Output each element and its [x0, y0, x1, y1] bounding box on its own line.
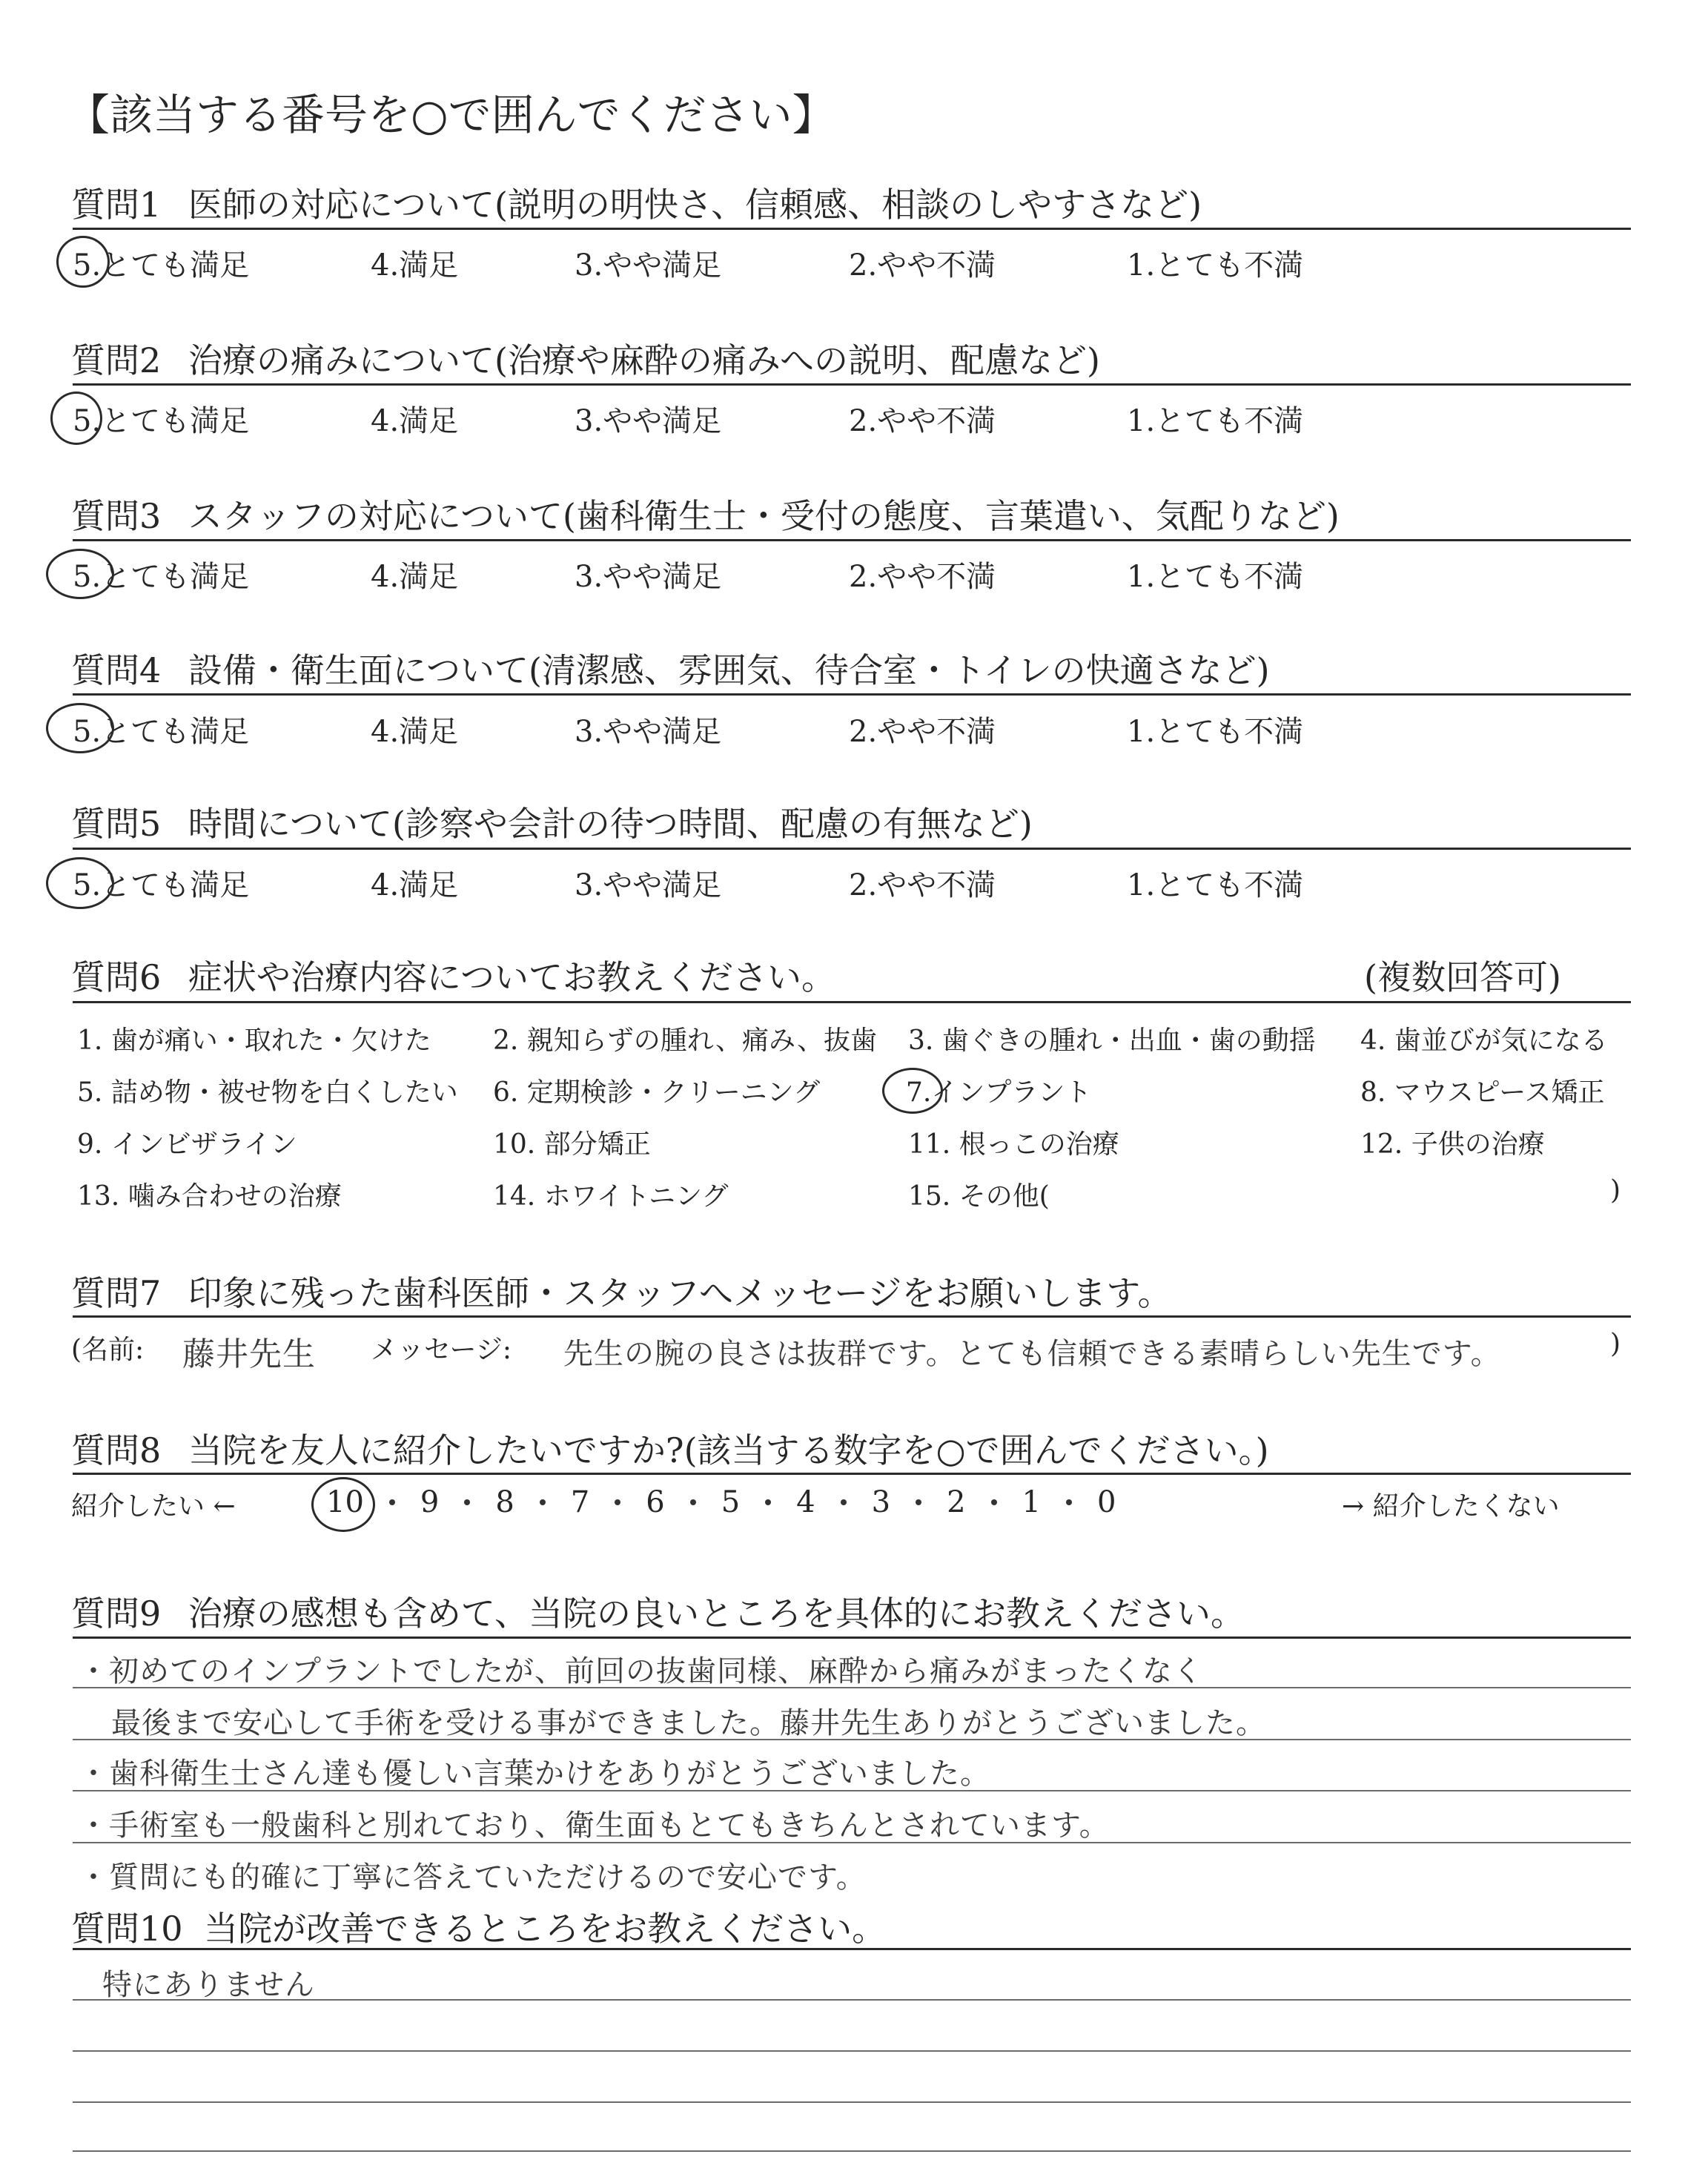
selection-circle [46, 703, 114, 753]
answer-line [73, 2101, 1631, 2103]
separator-dot [389, 1499, 395, 1505]
score-0[interactable]: 0 [1096, 1485, 1116, 1519]
question-label: 質問10 [71, 1909, 183, 1949]
divider [73, 1001, 1631, 1003]
selection-circle [56, 236, 110, 288]
divider [73, 1948, 1631, 1950]
handwritten-answer-line[interactable]: ・質問にも的確に丁寧に答えていただけるので安心です。 [79, 1860, 867, 1895]
q5-option-5[interactable]: 5.とても満足 [73, 868, 250, 902]
separator-dot [690, 1499, 696, 1505]
score-2[interactable]: 2 [947, 1485, 966, 1519]
q3-option-3[interactable]: 3.やや満足 [575, 560, 722, 594]
q5-option-1[interactable]: 1.とても不満 [1127, 868, 1304, 902]
q2-option-4[interactable]: 4.満足 [371, 404, 459, 438]
score-4[interactable]: 4 [796, 1485, 815, 1519]
q6-item-7[interactable]: 7.インプラント [906, 1077, 1092, 1108]
q6-item-14[interactable]: 14. ホワイトニング [493, 1181, 729, 1212]
question-label: 質問4 [71, 650, 162, 690]
q6-item-5[interactable]: 5. 詰め物・被せ物を白くしたい [77, 1077, 458, 1108]
question-text: 時間について(診察や会計の待つ時間、配慮の有無など) [188, 804, 1033, 844]
question-1-title [71, 178, 1202, 227]
q3-option-5[interactable]: 5.とても満足 [73, 560, 250, 594]
question-label: 質問9 [71, 1593, 162, 1634]
selection-circle [50, 392, 102, 445]
separator-dot [464, 1499, 470, 1505]
page-title: 【該当する番号を○で囲んでください】 [67, 90, 835, 140]
q2-option-1[interactable]: 1.とても不満 [1127, 404, 1304, 438]
multiple-answers-note: (複数回答可) [1364, 957, 1561, 997]
q3-option-2[interactable]: 2.やや不満 [849, 560, 996, 594]
handwritten-answer-line[interactable]: 最後まで安心して手術を受ける事ができました。藤井先生ありがとうございました。 [111, 1706, 1266, 1740]
q6-item-13[interactable]: 13. 噛み合わせの治療 [77, 1181, 342, 1212]
question-9-title [71, 1587, 1245, 1636]
handwritten-answer-line[interactable]: ・手術室も一般歯科と別れており、衛生面もとてもきちんとされています。 [79, 1809, 1110, 1843]
question-text: 印象に残った歯科医師・スタッフへメッセージをお願いします。 [188, 1273, 1172, 1313]
separator-dot [991, 1499, 997, 1505]
answer-line [73, 2050, 1631, 2052]
question-text: 当院を友人に紹介したいですか?(該当する数字を○で囲んでください。) [188, 1430, 1269, 1470]
divider [73, 1315, 1631, 1318]
answer-line [73, 2150, 1631, 2152]
q6-item-15[interactable]: 15. その他( [908, 1181, 1050, 1212]
question-label: 質問2 [71, 340, 162, 380]
q5-option-4[interactable]: 4.満足 [371, 868, 459, 902]
selection-circle [46, 857, 114, 909]
question-text: 当院が改善できるところをお教えください。 [204, 1909, 887, 1949]
question-text: 症状や治療内容についてお教えください。 [188, 957, 835, 997]
divider [73, 693, 1631, 696]
question-label: 質問8 [71, 1430, 162, 1470]
question-10-title [71, 1902, 886, 1951]
q3-option-4[interactable]: 4.満足 [371, 560, 459, 594]
name-label: (名前: [71, 1335, 145, 1365]
question-3-title [71, 489, 1340, 538]
selection-circle [882, 1068, 943, 1114]
score-3[interactable]: 3 [871, 1485, 891, 1519]
separator-dot [765, 1499, 771, 1505]
handwritten-answer-line[interactable]: ・初めてのインプラントでしたが、前回の抜歯同様、麻酔から痛みがまったくなく [79, 1654, 1203, 1688]
question-7-title [71, 1266, 1172, 1315]
q1-option-5[interactable]: 5.とても満足 [73, 248, 250, 283]
message-label: メッセージ: [371, 1335, 512, 1365]
question-2-title [71, 334, 1100, 383]
question-8-title [71, 1424, 1269, 1473]
selection-circle [46, 549, 114, 599]
recommend-right-label: → 紹介したくない [1342, 1491, 1560, 1522]
question-text: 設備・衛生面について(清潔感、雰囲気、待合室・トイレの快適さなど) [188, 650, 1270, 690]
recommend-scale [326, 1485, 1116, 1519]
question-6-title [71, 951, 835, 1000]
answer-line [73, 1739, 1631, 1740]
score-5[interactable]: 5 [721, 1485, 741, 1519]
q4-option-4[interactable]: 4.満足 [371, 715, 459, 749]
question-label: 質問1 [71, 185, 162, 225]
handwritten-answer-line[interactable]: ・歯科衛生士さん達も優しい言葉かけをありがとうございました。 [79, 1757, 990, 1791]
question-text: 治療の感想も含めて、当院の良いところを具体的にお教えください。 [188, 1593, 1245, 1634]
answer-line [73, 1842, 1631, 1843]
recommend-left-label: 紹介したい ← [71, 1491, 236, 1522]
answer-line [73, 1687, 1631, 1688]
question-text: スタッフの対応について(歯科衛生士・受付の態度、言葉遣い、気配りなど) [188, 496, 1340, 536]
score-1[interactable]: 1 [1022, 1485, 1041, 1519]
q4-option-5[interactable]: 5.とても満足 [73, 715, 250, 749]
separator-dot [540, 1499, 546, 1505]
q6-item-3[interactable]: 3. 歯ぐきの腫れ・出血・歯の動揺 [908, 1025, 1316, 1056]
q6-item-4[interactable]: 4. 歯並びが気になる [1360, 1025, 1608, 1056]
score-8[interactable]: 8 [495, 1485, 514, 1519]
message-close-paren: ) [1610, 1329, 1621, 1359]
question-label: 質問3 [71, 496, 162, 536]
q2-option-2[interactable]: 2.やや不満 [849, 404, 996, 438]
question-text: 治療の痛みについて(治療や麻酔の痛みへの説明、配慮など) [188, 340, 1100, 380]
score-7[interactable]: 7 [570, 1485, 590, 1519]
handwritten-message[interactable]: 先生の腕の良さは抜群です。とても信頼できる素晴らしい先生です。 [563, 1337, 1501, 1371]
q4-option-1[interactable]: 1.とても不満 [1127, 715, 1304, 749]
divider [73, 539, 1631, 541]
divider [73, 848, 1631, 850]
divider [73, 1473, 1631, 1475]
q5-option-2[interactable]: 2.やや不満 [849, 868, 996, 902]
separator-dot [1066, 1499, 1072, 1505]
question-4-title [71, 644, 1270, 693]
q6-other-close-paren: ) [1610, 1175, 1621, 1206]
question-label: 質問7 [71, 1273, 162, 1313]
selection-circle [311, 1477, 375, 1532]
q2-option-5[interactable]: 5.とても満足 [73, 404, 250, 438]
score-9[interactable]: 9 [420, 1485, 440, 1519]
q1-option-4[interactable]: 4.満足 [371, 248, 459, 283]
q6-item-10[interactable]: 10. 部分矯正 [493, 1129, 651, 1160]
q1-option-2[interactable]: 2.やや不満 [849, 248, 996, 283]
q2-option-3[interactable]: 3.やや満足 [575, 404, 722, 438]
q6-item-6[interactable]: 6. 定期検診・クリーニング [493, 1077, 821, 1108]
q6-item-1[interactable]: 1. 歯が痛い・取れた・欠けた [77, 1025, 431, 1056]
handwritten-name[interactable]: 藤井先生 [182, 1335, 316, 1373]
separator-dot [615, 1499, 620, 1505]
q1-option-1[interactable]: 1.とても不満 [1127, 248, 1304, 283]
score-6[interactable]: 6 [646, 1485, 665, 1519]
q3-option-1[interactable]: 1.とても不満 [1127, 560, 1304, 594]
handwritten-answer-line[interactable]: 特にありません [102, 1968, 315, 2002]
q4-option-2[interactable]: 2.やや不満 [849, 715, 996, 749]
q5-option-3[interactable]: 3.やや満足 [575, 868, 722, 902]
separator-dot [841, 1499, 847, 1505]
question-label: 質問5 [71, 804, 162, 844]
divider [73, 228, 1631, 230]
q1-option-3[interactable]: 3.やや満足 [575, 248, 722, 283]
question-label: 質問6 [71, 957, 162, 997]
score-10[interactable]: 10 [326, 1485, 364, 1519]
question-text: 医師の対応について(説明の明快さ、信頼感、相談のしやすさなど) [188, 185, 1202, 225]
divider [73, 383, 1631, 386]
q6-item-12[interactable]: 12. 子供の治療 [1360, 1129, 1545, 1160]
q6-item-2[interactable]: 2. 親知らずの腫れ、痛み、抜歯 [493, 1025, 878, 1056]
q4-option-3[interactable]: 3.やや満足 [575, 715, 722, 749]
divider [73, 1636, 1631, 1639]
question-5-title [71, 797, 1033, 846]
q6-item-8[interactable]: 8. マウスピース矯正 [1360, 1077, 1605, 1108]
answer-line [73, 1790, 1631, 1791]
separator-dot [916, 1499, 921, 1505]
answer-line [73, 1999, 1631, 2001]
q6-item-9[interactable]: 9. インビザライン [77, 1129, 297, 1160]
q6-item-11[interactable]: 11. 根っこの治療 [908, 1129, 1119, 1160]
